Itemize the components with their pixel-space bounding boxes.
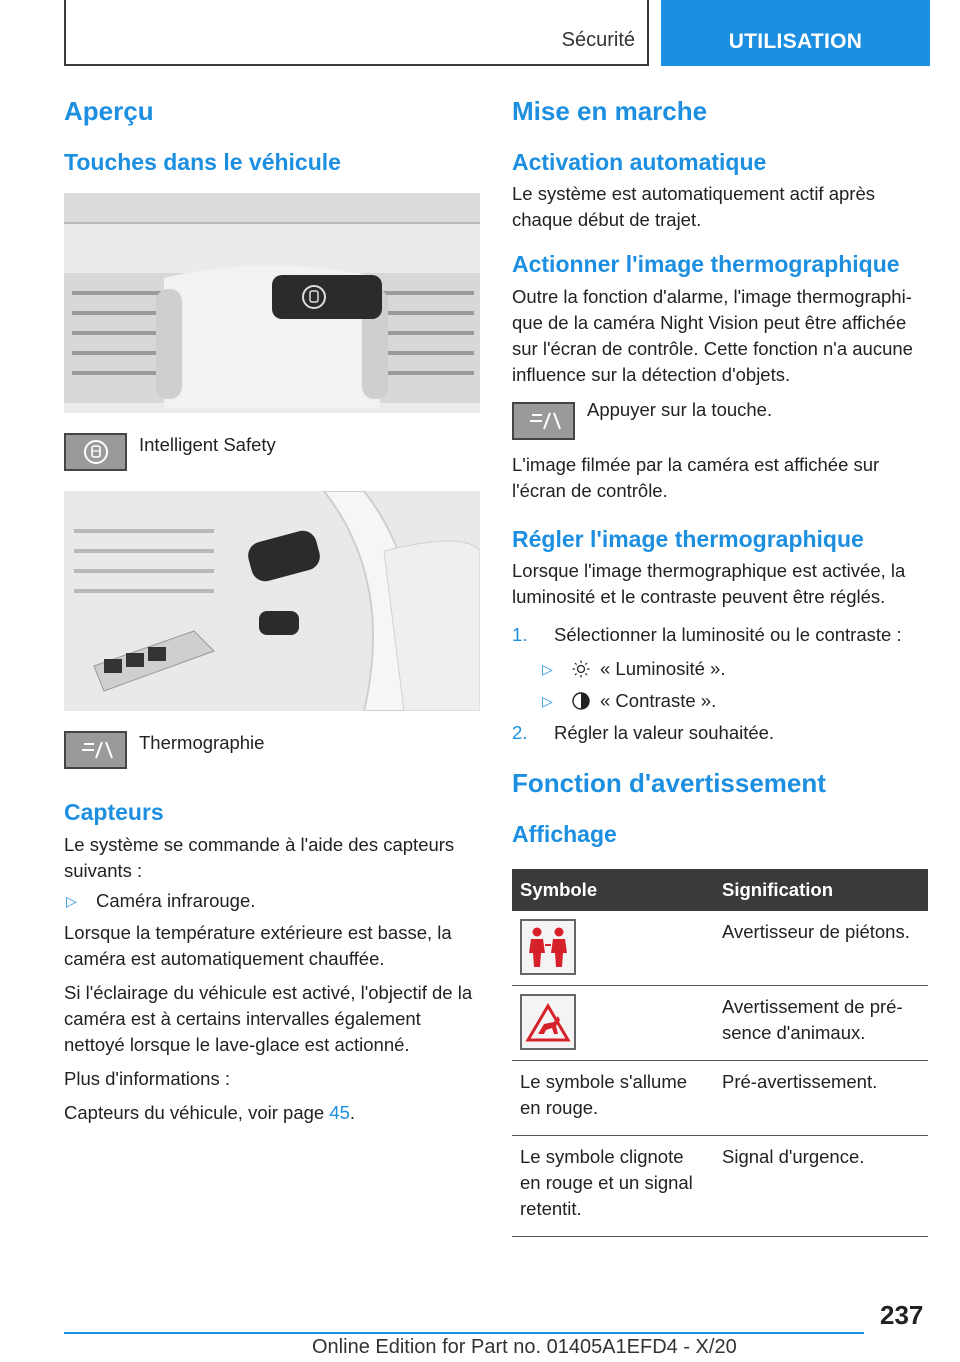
sub-item-brightness (512, 656, 928, 682)
table-row (512, 1135, 928, 1236)
sensor-item-text: Caméra infrarouge. (96, 890, 256, 912)
intelligent-safety-label: Intelligent Safety (139, 433, 276, 455)
thermography-key-icon (64, 731, 127, 769)
step-2 (512, 720, 928, 746)
step-number: 2. (512, 721, 528, 743)
chapter-tab: UTILISATION (661, 0, 930, 66)
symbol-cell (512, 911, 714, 986)
symbol-cell: Le symbole s'allume en rouge. (512, 1060, 714, 1135)
cleaning-paragraph: Si l'éclairage du véhicule est activé, l'objectif de la caméra est à certains intervalles également nettoyé lorsque le lave-glace est actionné. (64, 982, 473, 1056)
step-number: 1. (512, 623, 528, 645)
heading-sensors: Capteurs (64, 798, 164, 825)
warning-symbols-table (512, 869, 928, 1237)
right-column (512, 96, 928, 1237)
meaning-cell: Avertissement de pré‐ sence d'animaux. (714, 985, 928, 1060)
xref-page-link[interactable]: 45 (329, 1102, 350, 1124)
intelligent-safety-key-row (64, 433, 480, 471)
xref-text: Capteurs du véhicule, voir page (64, 1102, 330, 1124)
section-tab (64, 0, 649, 66)
heating-paragraph: Lorsque la température extérieure est basse, la caméra est automatiquement chauffée. (64, 922, 452, 970)
adjust-thermo-text: Lorsque l'image thermographique est activée, la luminosité et le contraste peuvent être réglés. (512, 559, 906, 607)
operate-thermo-text: Outre la fonction d'alarme, l'image thermographi‐ que de la caméra Night Vision peut être affichée sur l'écran de contrôle. Cette fonction n'a aucune influence sur la détection d'objets. (512, 286, 913, 386)
auto-activation-text: Le système est automatiquement actif après chaque début de trajet. (512, 182, 875, 230)
step-1 (512, 622, 928, 648)
more-info-label: Plus d'informations : (64, 1068, 230, 1090)
brightness-icon (572, 660, 590, 678)
section-title: Sécurité (561, 29, 635, 51)
press-key-row (512, 399, 928, 440)
sub-item-contrast (512, 688, 928, 714)
heading-display: Affichage (512, 821, 617, 848)
meaning-cell: Pré-avertissement. (714, 1060, 928, 1135)
table-header-row (512, 869, 928, 911)
column-header-meaning: Signification (714, 869, 928, 911)
contrast-text: « Contraste ». (600, 689, 717, 711)
triangle-bullet-icon: ▷ (66, 893, 77, 910)
intelligent-safety-key-icon (64, 433, 127, 471)
triangle-bullet-icon: ▷ (542, 660, 553, 677)
footer-edition: Online Edition for Part no. 01405A1EFD4 - X/20 (312, 1336, 737, 1358)
heading-auto-activation: Activation automatique (512, 149, 767, 176)
brightness-text: « Luminosité ». (600, 657, 726, 679)
sensor-list-item (64, 888, 480, 914)
footer-divider (64, 1332, 864, 1334)
sensors-intro: Le système se commande à l'aide des capteurs suivants : (64, 834, 455, 882)
page-number: 237 (880, 1300, 924, 1330)
contrast-icon (572, 692, 590, 710)
thermography-button-icon (512, 402, 575, 440)
page-header (64, 0, 930, 66)
heading-adjust-thermo: Régler l'image thermographique (512, 526, 864, 553)
meaning-cell: Avertisseur de piétons. (714, 911, 928, 986)
symbol-cell (512, 985, 714, 1060)
table-row (512, 985, 928, 1060)
thermography-key-row (64, 731, 480, 769)
symbol-cell: Le symbole clignote en rouge et un signal retentit. (512, 1135, 714, 1236)
pedestrian-warning-icon (520, 919, 576, 975)
left-column (64, 96, 480, 1126)
meaning-cell: Signal d'urgence. (714, 1135, 928, 1236)
thermography-label: Thermographie (139, 731, 265, 753)
xref-end: . (349, 1102, 356, 1124)
step-text: Régler la valeur souhaitée. (554, 721, 775, 743)
step-text: Sélectionner la luminosité ou le contraste : (554, 623, 902, 645)
display-image-text: L'image filmée par la caméra est affichée sur l'écran de contrôle. (512, 454, 880, 502)
dashboard-photo (64, 193, 480, 413)
table-row (512, 1060, 928, 1135)
heading-keys: Touches dans le véhicule (64, 149, 341, 176)
heading-warning-function: Fonction d'avertissement (512, 767, 826, 798)
column-header-symbol: Symbole (512, 869, 714, 911)
animal-warning-icon (520, 994, 576, 1050)
table-row (512, 911, 928, 986)
heading-overview: Aperçu (64, 96, 154, 126)
steering-column-photo (64, 491, 480, 711)
heading-startup: Mise en marche (512, 96, 708, 126)
triangle-bullet-icon: ▷ (542, 692, 553, 709)
press-key-text: Appuyer sur la touche. (587, 399, 773, 421)
heading-operate-thermo: Actionner l'image thermographique (512, 250, 900, 277)
cross-reference (64, 1100, 480, 1126)
